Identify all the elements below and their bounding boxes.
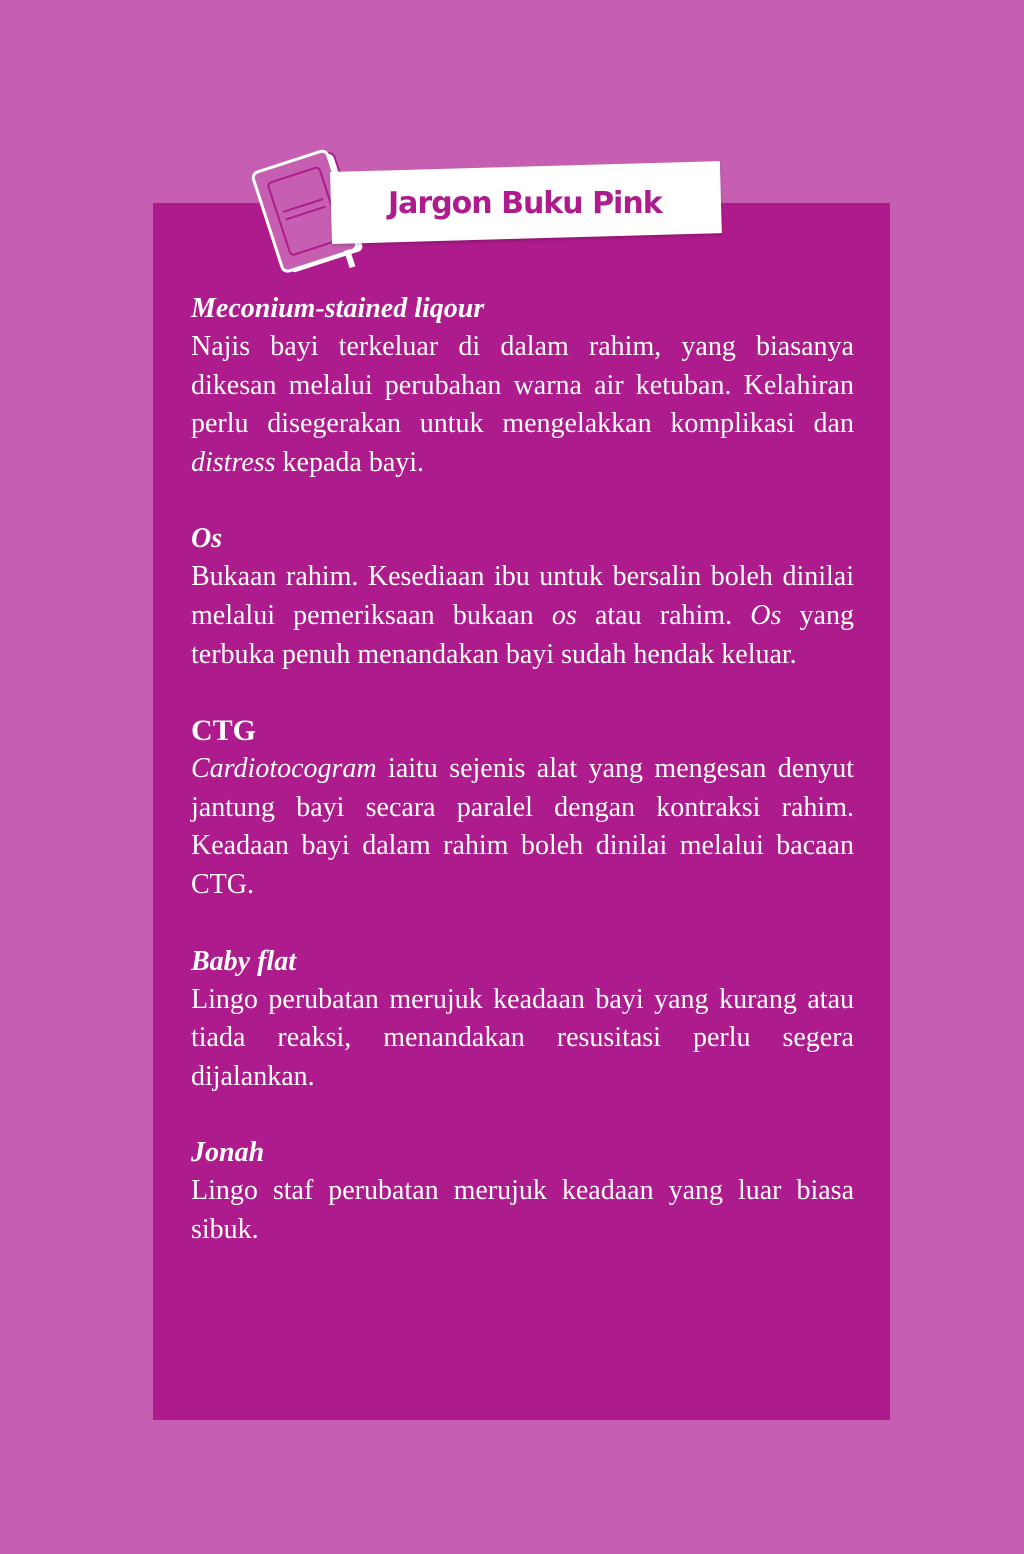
glossary-term: Meconium-stained liqour [191,293,485,324]
glossary-definition: Bukaan rahim. Kesediaan ibu untuk bersalin boleh dinilai melalui pemeriksaan bukaan os atau rahim. Os yang terbuka penuh menandakan bayi sudah hendak keluar. [191,561,854,670]
glossary-definition: Najis bayi terkeluar di dalam rahim, yang biasanya dikesan melalui perubahan warna air ketuban. Kelahiran perlu disegerakan untuk mengelakkan komplikasi dan distress kepada bayi. [191,331,854,478]
glossary-entry-baby-flat [191,943,854,1097]
page-title: Jargon Buku Pink [388,186,662,221]
glossary-entry-os [191,520,854,674]
glossary-definition: Lingo staf perubatan merujuk keadaan yang luar biasa sibuk. [191,1175,854,1245]
glossary-term: Baby flat [191,945,296,977]
glossary-definition: Lingo perubatan merujuk keadaan bayi yang kurang atau tiada reaksi, menandakan resusitasi perlu segera dijalankan. [191,983,854,1092]
glossary-entry-meconium [191,290,854,482]
glossary-entry-jonah [191,1134,854,1249]
glossary-term: Os [191,523,223,555]
glossary-entry-ctg [191,712,854,904]
glossary-term: CTG [191,714,257,748]
glossary-list [191,290,854,1288]
glossary-definition: Cardiotocogram iaitu sejenis alat yang mengesan denyut jantung bayi secara paralel dengan kontraksi rahim. Keadaan bayi dalam rahim boleh dinilai melalui bacaan CTG. [191,753,854,900]
glossary-term: Jonah [191,1137,265,1169]
